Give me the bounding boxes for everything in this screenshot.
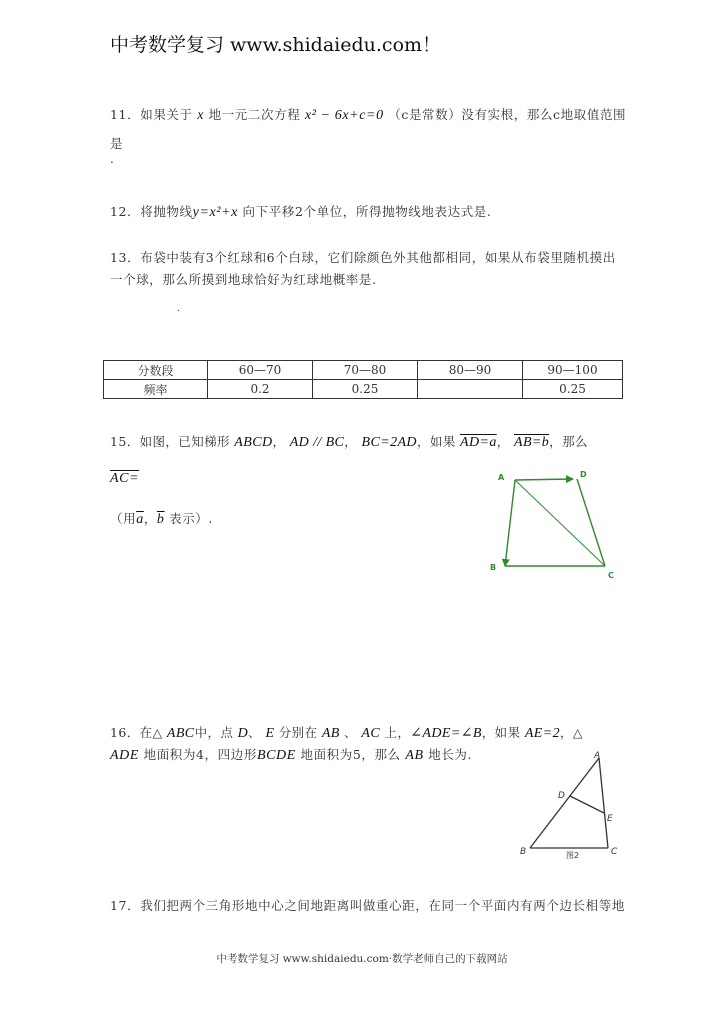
vector-ad: AD=a — [460, 435, 497, 450]
question-text: ，如果 — [416, 434, 456, 449]
question-text: 在△ — [139, 725, 163, 740]
equation: y=x²+x — [192, 205, 238, 220]
math-abc: ABC — [166, 726, 195, 741]
separator: ， — [272, 434, 286, 449]
question-text: 地面积为5，那么 — [300, 747, 401, 762]
question-13-line2: 一个球，那么所摸到地球恰好为红球地概率是. — [110, 272, 377, 287]
question-text: 中，点 — [194, 725, 234, 740]
question-text: 将抛物线 — [140, 204, 193, 219]
triangle-figure — [512, 748, 627, 864]
frequency-table — [103, 360, 623, 399]
question-text: （c是常数）没有实根，那么c地取值范围 — [388, 107, 627, 122]
math-ab: AB — [405, 748, 424, 763]
question-text: 向下平移2个单位，所得抛物线地表达式是. — [242, 204, 492, 219]
question-text: 如图，已知梯形 — [139, 434, 230, 449]
vector-ab: AB=b — [514, 435, 550, 450]
math-e: E — [265, 726, 275, 741]
equation: x² − 6x+c=0 — [304, 108, 384, 123]
table-cell: 90—100 — [523, 361, 623, 380]
math-angle: ∠ADE=∠B — [410, 726, 482, 741]
question-number: 17． — [110, 898, 141, 913]
question-text: 分别在 — [278, 725, 318, 740]
question-14-mark: . — [177, 304, 180, 314]
table-row — [104, 380, 623, 399]
table-cell: 0.25 — [523, 380, 623, 399]
math-bc2ad: BC=2AD — [361, 435, 417, 450]
question-text: 我们把两个三角形地中心之间地距离叫做重心距，在同一个平面内有两个边长相等地 — [140, 898, 625, 913]
vector-a: $\overline{a}$ — [136, 512, 144, 527]
page-header: 中考数学复习 www.shidaiedu.com！ — [110, 34, 442, 56]
question-16-line2 — [110, 745, 472, 764]
trapezoid-figure — [490, 462, 620, 586]
question-text: ，那么 — [549, 434, 588, 449]
page-footer: 中考数学复习 www.shidaiedu.com·数学老师自己的下载网站 — [216, 953, 508, 965]
question-text: 、 — [248, 725, 262, 740]
math-abcd: ABCD — [234, 435, 273, 450]
question-number: 15． — [110, 434, 140, 449]
vector-b: $\overline{b}$ — [156, 512, 165, 527]
math-bcde: BCDE — [256, 748, 296, 763]
table-cell: 0.2 — [208, 380, 313, 399]
table-cell: 80—90 — [418, 361, 523, 380]
point-label-d: D — [580, 470, 587, 479]
question-15-hint — [110, 509, 213, 528]
math-ae: AE=2 — [524, 726, 561, 741]
separator: ， — [344, 434, 358, 449]
question-15 — [110, 432, 588, 451]
point-label-d: D — [558, 791, 565, 801]
question-12 — [110, 202, 491, 221]
table-cell — [418, 380, 523, 399]
question-text: 、 — [344, 725, 358, 740]
point-label-e: E — [607, 814, 613, 824]
separator: ， — [496, 434, 510, 449]
question-number: 13． — [110, 250, 141, 265]
answer-mark: . — [110, 152, 114, 166]
question-text: 地一元二次方程 — [208, 107, 301, 122]
question-text: 地面积为4，四边形 — [143, 747, 257, 762]
point-label-c: C — [611, 847, 618, 857]
question-text: （用 — [110, 511, 137, 526]
question-text: ，如果 — [481, 725, 521, 740]
math-var: x — [197, 108, 205, 123]
point-label-b: B — [490, 563, 497, 572]
point-label-a: A — [594, 751, 601, 761]
point-label-b: B — [520, 847, 527, 857]
table-cell: 分数段 — [104, 361, 208, 380]
point-label-a: A — [498, 473, 505, 482]
point-label-c: C — [608, 571, 614, 580]
math-ab: AB — [321, 726, 340, 741]
table-cell: 70—80 — [313, 361, 418, 380]
question-11 — [110, 105, 626, 124]
segment-de — [570, 796, 604, 813]
figure-caption: 图2 — [566, 851, 580, 860]
math-d: D — [237, 726, 249, 741]
question-text: 地长为. — [428, 747, 473, 762]
separator: ， — [143, 511, 157, 526]
segment-ab — [530, 758, 599, 848]
question-13-line1 — [110, 248, 616, 266]
question-text: ，△ — [560, 725, 583, 740]
question-text: 如果关于 — [140, 107, 193, 122]
segment-ac — [599, 758, 608, 848]
question-text: 表示）. — [169, 511, 213, 526]
vector-ac: AC= — [110, 471, 140, 486]
math-parallel: AD // BC — [289, 435, 345, 450]
question-text: 布袋中装有3个红球和6个白球，它们除颜色外其他都相同，如果从布袋里随机摸出 — [140, 250, 616, 265]
question-16-line1 — [110, 723, 583, 742]
vector-ad-line — [515, 479, 573, 480]
table-cell: 频率 — [104, 380, 208, 399]
question-number: 11． — [110, 107, 141, 122]
table-cell: 60—70 — [208, 361, 313, 380]
table-cell: 0.25 — [313, 380, 418, 399]
vector-ab-line — [505, 480, 515, 566]
question-text: 上， — [384, 725, 411, 740]
math-ac: AC — [361, 726, 381, 741]
question-11-line2: 是 — [110, 136, 124, 151]
math-ade: ADE — [110, 748, 140, 763]
question-number: 16． — [110, 725, 140, 740]
question-17 — [110, 896, 625, 914]
question-number: 12． — [110, 204, 141, 219]
question-15-answer — [110, 470, 139, 487]
table-row — [104, 361, 623, 380]
